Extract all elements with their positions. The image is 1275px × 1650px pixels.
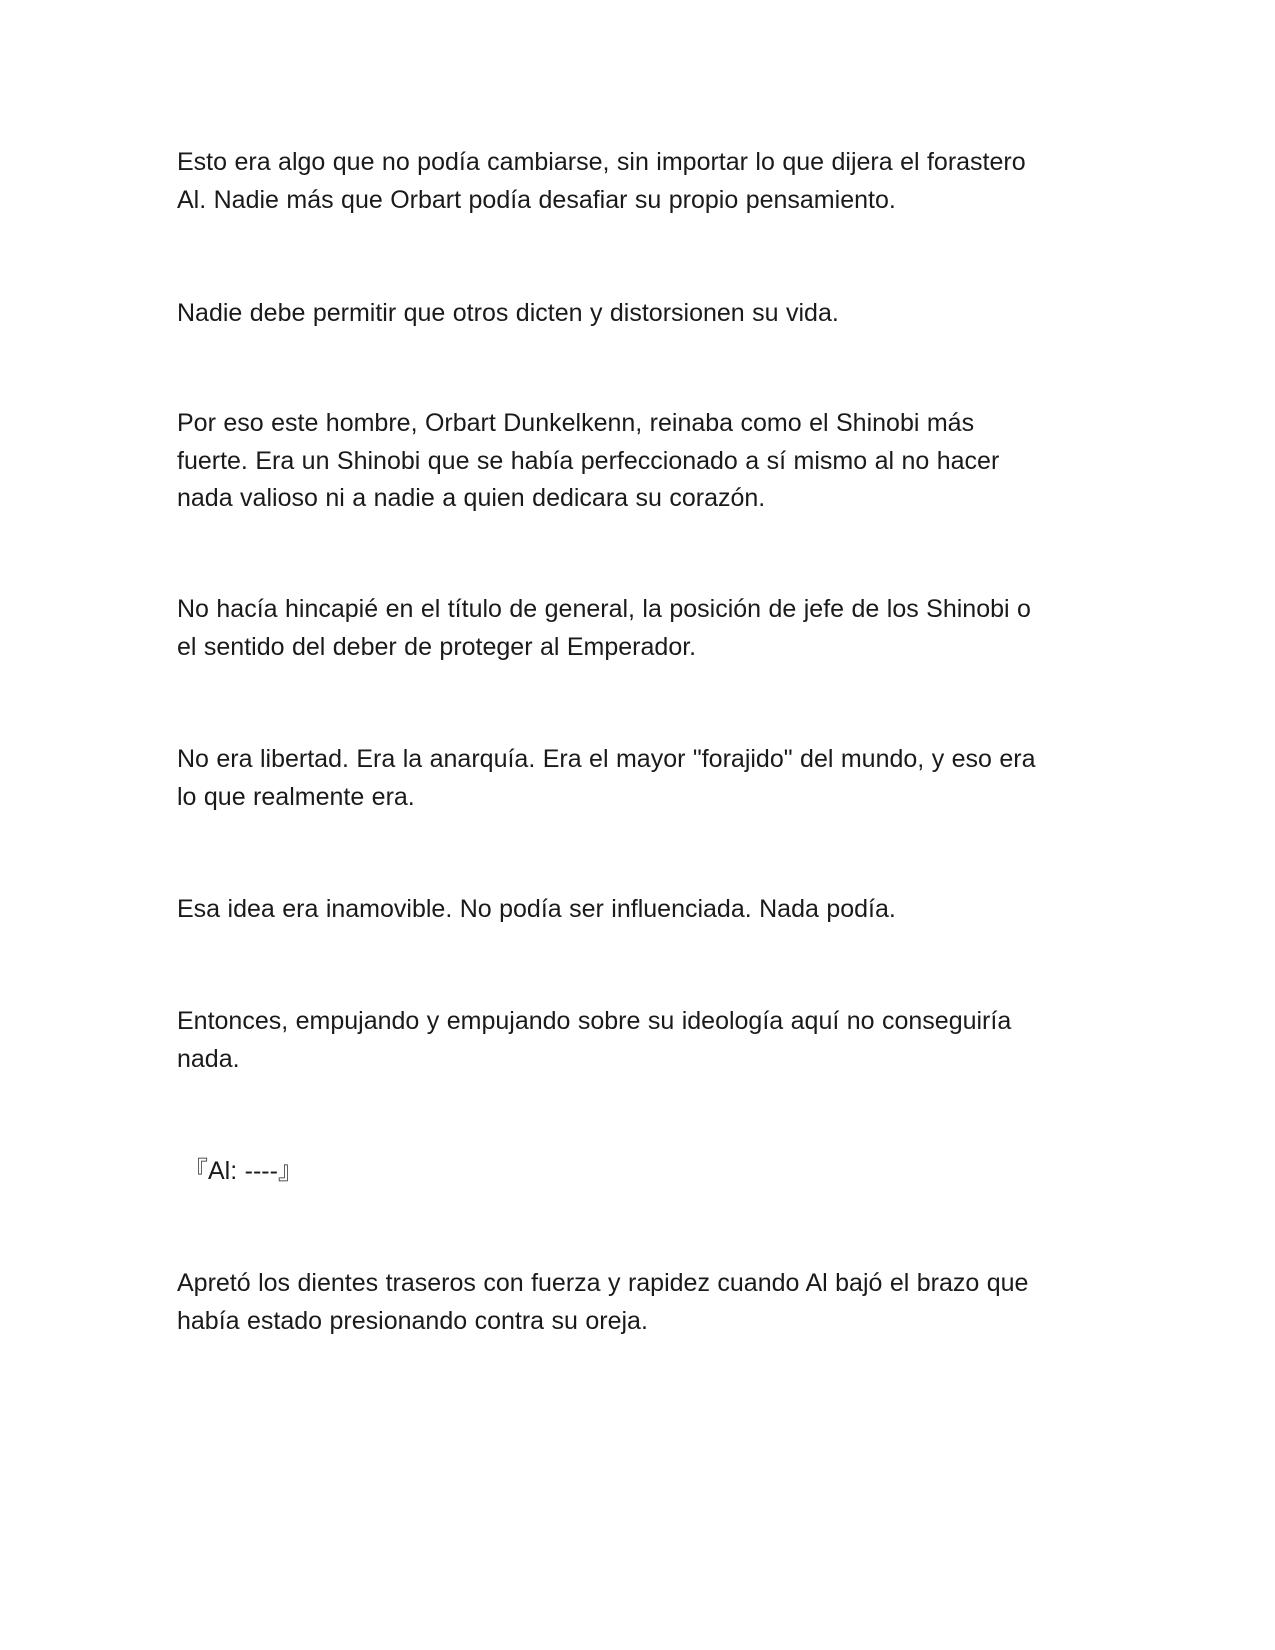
- paragraph-line: Al. Nadie más que Orbart podía desafiar su propio pensamiento.: [177, 185, 896, 214]
- paragraph-line: lo que realmente era.: [177, 782, 415, 811]
- paragraph-line: 『Al: ----』: [183, 1157, 303, 1185]
- paragraph-line: Apretó los dientes traseros con fuerza y rapidez cuando Al bajó el brazo que: [177, 1269, 1029, 1297]
- paragraph-line: Esto era algo que no podía cambiarse, sin importar lo que dijera el forastero: [177, 148, 1026, 176]
- paragraph-4: [177, 591, 1097, 666]
- paragraph-3: [177, 405, 1097, 518]
- paragraph-line: el sentido del deber de proteger al Emperador.: [177, 632, 697, 661]
- paragraph-8-dialogue: [183, 1153, 1103, 1191]
- paragraph-line: Esa idea era inamovible. No podía ser influenciada. Nada podía.: [177, 895, 896, 923]
- paragraph-line: Nadie debe permitir que otros dicten y distorsionen su vida.: [177, 299, 839, 327]
- paragraph-5: [177, 741, 1097, 816]
- paragraph-1: [177, 144, 1097, 219]
- paragraph-line: fuerte. Era un Shinobi que se había perfeccionado a sí mismo al no hacer: [177, 446, 1000, 475]
- paragraph-line: nada.: [177, 1044, 240, 1073]
- paragraph-9: [177, 1265, 1097, 1340]
- paragraph-line: No era libertad. Era la anarquía. Era el mayor "forajido" del mundo, y eso era: [177, 745, 1036, 773]
- paragraph-line: nada valioso ni a nadie a quien dedicara su corazón.: [177, 484, 766, 512]
- paragraph-2: [177, 295, 1097, 333]
- paragraph-line: No hacía hincapié en el título de general, la posición de jefe de los Shinobi o: [177, 595, 1031, 623]
- paragraph-line: había estado presionando contra su oreja.: [177, 1306, 648, 1335]
- paragraph-line: Entonces, empujando y empujando sobre su ideología aquí no conseguiría: [177, 1007, 1012, 1035]
- paragraph-7: [177, 1003, 1097, 1078]
- paragraph-6: [177, 891, 1097, 929]
- paragraph-line: Por eso este hombre, Orbart Dunkelkenn, reinaba como el Shinobi más: [177, 409, 975, 437]
